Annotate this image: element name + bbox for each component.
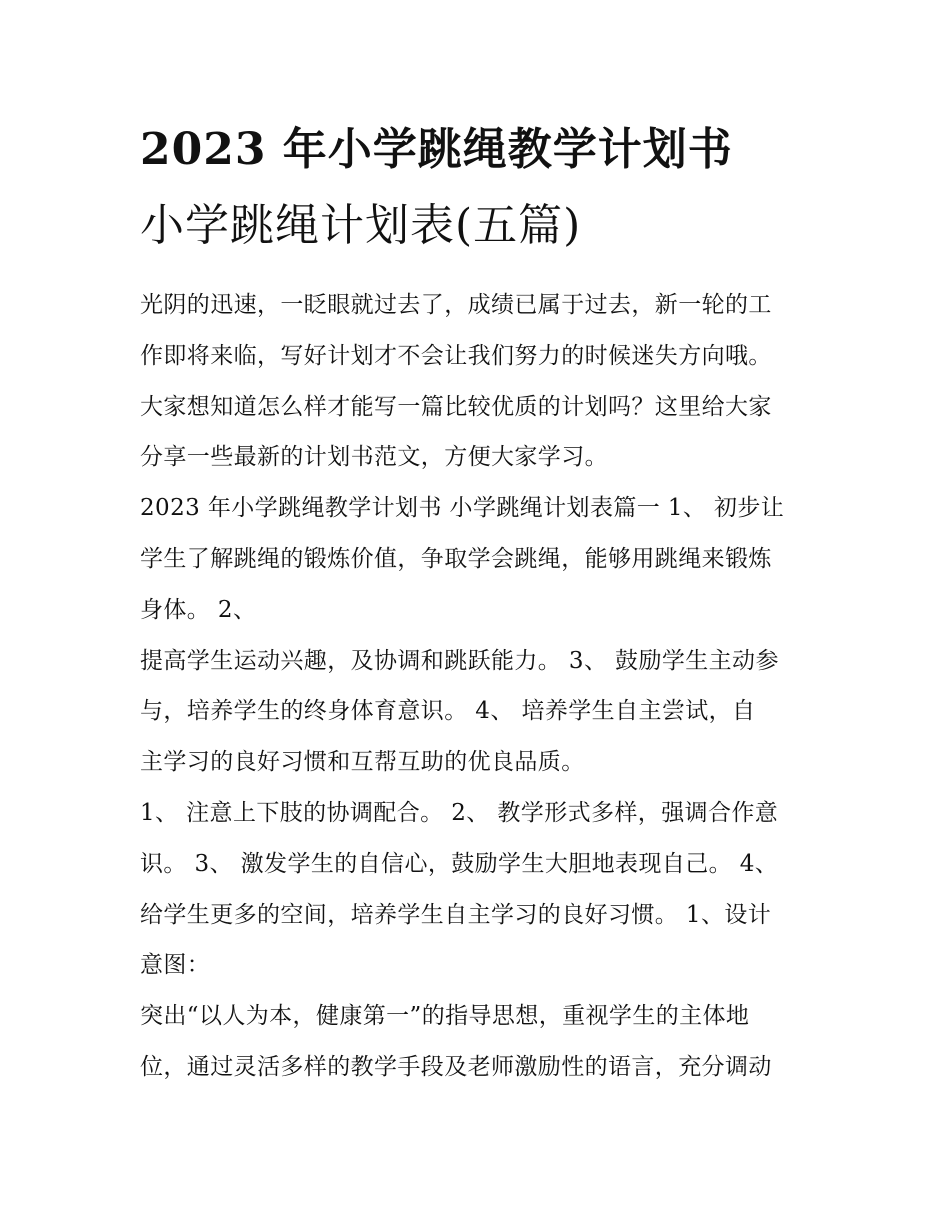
title-line-2: 小学跳绳计划表(五篇) xyxy=(140,200,582,251)
body-line: 身体。 2、 xyxy=(140,596,257,623)
body-line: 给学生更多的空间，培养学生自主学习的良好习惯。 1、设计 xyxy=(140,901,772,928)
body-line: 学生了解跳绳的锻炼价值，争取学会跳绳，能够用跳绳来锻炼 xyxy=(140,545,772,572)
body-line: 光阴的迅速，一眨眼就过去了，成绩已属于过去，新一轮的工 xyxy=(140,292,772,318)
body-line: 识。 3、 激发学生的自信心，鼓励学生大胆地表现自己。 4、 xyxy=(140,850,779,877)
body-line: 作即将来临，写好计划才不会让我们努力的时候迷失方向哦。 xyxy=(140,342,772,369)
document-title xyxy=(140,112,840,264)
body-line: 分享一些最新的计划书范文，方便大家学习。 xyxy=(140,444,608,471)
body-line: 位，通过灵活多样的教学手段及老师激励性的语言，充分调动 xyxy=(140,1053,772,1080)
body-line: 意图： xyxy=(140,952,211,979)
body-line: 与，培养学生的终身体育意识。 4、 培养学生自主尝试，自 xyxy=(140,698,756,725)
body-line: 突出“以人为本，健康第一”的指导思想，重视学生的主体地 xyxy=(140,1003,750,1030)
document-body xyxy=(140,280,820,1093)
body-line: 1、 注意上下肢的协调配合。 2、 教学形式多样，强调合作意 xyxy=(140,799,779,826)
title-line-1: 2023 年小学跳绳教学计划书 xyxy=(140,124,733,175)
body-line: 2023 年小学跳绳教学计划书 小学跳绳计划表篇一 1、 初步让 xyxy=(140,495,785,522)
body-line: 主学习的良好习惯和互帮互助的优良品质。 xyxy=(140,749,585,776)
body-line: 提高学生运动兴趣，及协调和跳跃能力。 3、 鼓励学生主动参 xyxy=(140,647,779,674)
body-line: 大家想知道怎么样才能写一篇比较优质的计划吗？这里给大家 xyxy=(140,393,772,420)
